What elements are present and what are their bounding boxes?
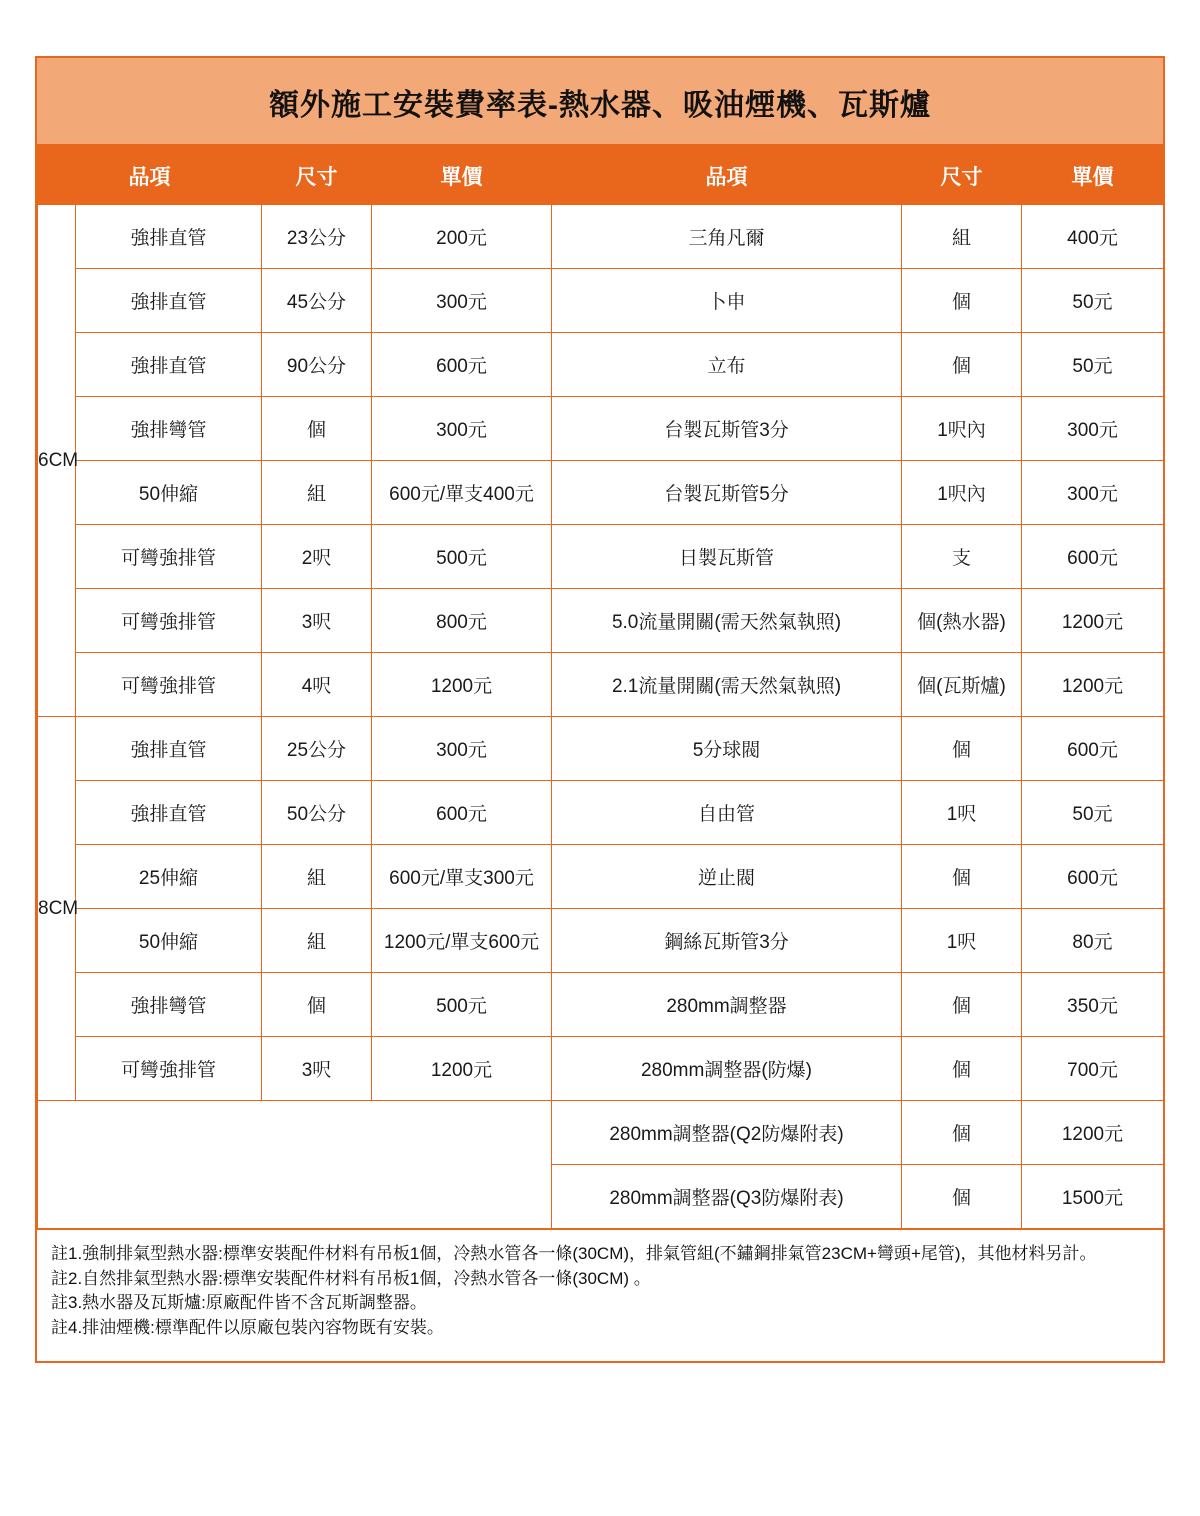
left-item: 25伸縮 bbox=[76, 845, 262, 909]
left-size: 3呎 bbox=[262, 1037, 372, 1101]
left-size: 45公分 bbox=[262, 269, 372, 333]
right-size: 組 bbox=[902, 205, 1022, 269]
table-row bbox=[38, 909, 1164, 973]
right-size: 1呎 bbox=[902, 781, 1022, 845]
left-size: 2呎 bbox=[262, 525, 372, 589]
table-row bbox=[38, 653, 1164, 717]
right-item: 5分球閥 bbox=[552, 717, 902, 781]
right-item: 逆止閥 bbox=[552, 845, 902, 909]
right-price: 350元 bbox=[1022, 973, 1164, 1037]
left-price: 1200元/單支600元 bbox=[372, 909, 552, 973]
left-price: 300元 bbox=[372, 717, 552, 781]
table-row bbox=[38, 269, 1164, 333]
right-price: 700元 bbox=[1022, 1037, 1164, 1101]
left-item: 強排直管 bbox=[76, 333, 262, 397]
left-item: 50伸縮 bbox=[76, 461, 262, 525]
rate-table bbox=[37, 146, 1164, 1229]
left-item: 可彎強排管 bbox=[76, 589, 262, 653]
left-size: 50公分 bbox=[262, 781, 372, 845]
table-row bbox=[38, 1037, 1164, 1101]
right-item: 280mm調整器(Q2防爆附表) bbox=[552, 1101, 902, 1165]
right-price: 600元 bbox=[1022, 845, 1164, 909]
left-size: 4呎 bbox=[262, 653, 372, 717]
left-size: 25公分 bbox=[262, 717, 372, 781]
right-price: 1500元 bbox=[1022, 1165, 1164, 1229]
right-price: 80元 bbox=[1022, 909, 1164, 973]
right-item: 三角凡爾 bbox=[552, 205, 902, 269]
left-size: 23公分 bbox=[262, 205, 372, 269]
header-left-item: 品項 bbox=[38, 147, 262, 205]
left-price: 1200元 bbox=[372, 653, 552, 717]
left-size: 個 bbox=[262, 973, 372, 1037]
left-price: 1200元 bbox=[372, 1037, 552, 1101]
right-size: 1呎 bbox=[902, 909, 1022, 973]
table-row bbox=[38, 845, 1164, 909]
right-price: 1200元 bbox=[1022, 1101, 1164, 1165]
right-price: 50元 bbox=[1022, 333, 1164, 397]
left-price: 800元 bbox=[372, 589, 552, 653]
right-size: 個(熱水器) bbox=[902, 589, 1022, 653]
header-left-size: 尺寸 bbox=[262, 147, 372, 205]
left-item: 強排直管 bbox=[76, 781, 262, 845]
note-2: 註2.自然排氣型熱水器:標準安裝配件材料有吊板1個，冷熱水管各一條(30CM) 。 bbox=[51, 1268, 651, 1288]
left-price: 300元 bbox=[372, 269, 552, 333]
left-price: 300元 bbox=[372, 397, 552, 461]
sheet-title-bar bbox=[37, 58, 1163, 146]
right-item: 280mm調整器(防爆) bbox=[552, 1037, 902, 1101]
table-row bbox=[38, 397, 1164, 461]
table-row bbox=[38, 525, 1164, 589]
left-price: 600元 bbox=[372, 333, 552, 397]
left-item: 50伸縮 bbox=[76, 909, 262, 973]
right-price: 300元 bbox=[1022, 397, 1164, 461]
table-row bbox=[38, 333, 1164, 397]
header-right-item: 品項 bbox=[552, 147, 902, 205]
right-price: 400元 bbox=[1022, 205, 1164, 269]
left-price: 500元 bbox=[372, 525, 552, 589]
left-item: 強排直管 bbox=[76, 269, 262, 333]
right-item: 台製瓦斯管5分 bbox=[552, 461, 902, 525]
right-item: 5.0流量開關(需天然氣執照) bbox=[552, 589, 902, 653]
table-row bbox=[38, 589, 1164, 653]
right-item: 立布 bbox=[552, 333, 902, 397]
right-price: 600元 bbox=[1022, 525, 1164, 589]
right-size: 個 bbox=[902, 973, 1022, 1037]
right-item: 280mm調整器(Q3防爆附表) bbox=[552, 1165, 902, 1229]
group-label-6cm: 6CM bbox=[38, 205, 76, 717]
left-item: 可彎強排管 bbox=[76, 653, 262, 717]
header-row bbox=[38, 147, 1164, 205]
left-price: 500元 bbox=[372, 973, 552, 1037]
rate-sheet bbox=[35, 56, 1165, 1363]
page-title: 額外施工安裝費率表-熱水器、吸油煙機、瓦斯爐 bbox=[269, 89, 931, 122]
right-size: 1呎內 bbox=[902, 461, 1022, 525]
left-item: 可彎強排管 bbox=[76, 1037, 262, 1101]
left-size: 3呎 bbox=[262, 589, 372, 653]
left-size: 組 bbox=[262, 845, 372, 909]
table-body bbox=[38, 205, 1164, 1229]
right-item: 日製瓦斯管 bbox=[552, 525, 902, 589]
header-right-size: 尺寸 bbox=[902, 147, 1022, 205]
left-size: 個 bbox=[262, 397, 372, 461]
right-size: 支 bbox=[902, 525, 1022, 589]
right-size: 個 bbox=[902, 1037, 1022, 1101]
empty-left-block bbox=[38, 1101, 552, 1229]
left-item: 強排彎管 bbox=[76, 973, 262, 1037]
left-price: 600元/單支300元 bbox=[372, 845, 552, 909]
right-size: 個 bbox=[902, 1101, 1022, 1165]
right-item: 台製瓦斯管3分 bbox=[552, 397, 902, 461]
right-price: 600元 bbox=[1022, 717, 1164, 781]
table-row bbox=[38, 1101, 1164, 1165]
notes-section bbox=[37, 1229, 1163, 1361]
table-header bbox=[38, 147, 1164, 205]
left-price: 600元 bbox=[372, 781, 552, 845]
left-size: 90公分 bbox=[262, 333, 372, 397]
table-row bbox=[38, 205, 1164, 269]
left-item: 強排直管 bbox=[76, 717, 262, 781]
right-size: 個 bbox=[902, 333, 1022, 397]
right-price: 1200元 bbox=[1022, 589, 1164, 653]
table-row bbox=[38, 461, 1164, 525]
left-item: 強排直管 bbox=[76, 205, 262, 269]
right-price: 50元 bbox=[1022, 781, 1164, 845]
right-size: 個 bbox=[902, 845, 1022, 909]
right-item: 自由管 bbox=[552, 781, 902, 845]
left-size: 組 bbox=[262, 909, 372, 973]
right-price: 1200元 bbox=[1022, 653, 1164, 717]
left-price: 200元 bbox=[372, 205, 552, 269]
left-size: 組 bbox=[262, 461, 372, 525]
left-item: 可彎強排管 bbox=[76, 525, 262, 589]
left-price: 600元/單支400元 bbox=[372, 461, 552, 525]
right-price: 50元 bbox=[1022, 269, 1164, 333]
header-left-price: 單價 bbox=[372, 147, 552, 205]
right-size: 個 bbox=[902, 717, 1022, 781]
note-4: 註4.排油煙機:標準配件以原廠包裝內容物既有安裝。 bbox=[51, 1317, 444, 1337]
right-size: 個(瓦斯爐) bbox=[902, 653, 1022, 717]
right-size: 1呎內 bbox=[902, 397, 1022, 461]
right-item: 卜申 bbox=[552, 269, 902, 333]
right-size: 個 bbox=[902, 269, 1022, 333]
right-price: 300元 bbox=[1022, 461, 1164, 525]
right-item: 2.1流量開關(需天然氣執照) bbox=[552, 653, 902, 717]
note-3: 註3.熱水器及瓦斯爐:原廠配件皆不含瓦斯調整器。 bbox=[51, 1293, 427, 1313]
table-row bbox=[38, 781, 1164, 845]
right-item: 鋼絲瓦斯管3分 bbox=[552, 909, 902, 973]
right-item: 280mm調整器 bbox=[552, 973, 902, 1037]
table-row bbox=[38, 717, 1164, 781]
right-size: 個 bbox=[902, 1165, 1022, 1229]
header-right-price: 單價 bbox=[1022, 147, 1164, 205]
note-1: 註1.強制排氣型熱水器:標準安裝配件材料有吊板1個，冷熱水管各一條(30CM)，排氣管組(不鏽鋼排氣管23CM+彎頭+尾管)，其他材料另計。 bbox=[51, 1244, 1097, 1263]
group-label-8cm: 8CM bbox=[38, 717, 76, 1101]
left-item: 強排彎管 bbox=[76, 397, 262, 461]
table-row bbox=[38, 973, 1164, 1037]
